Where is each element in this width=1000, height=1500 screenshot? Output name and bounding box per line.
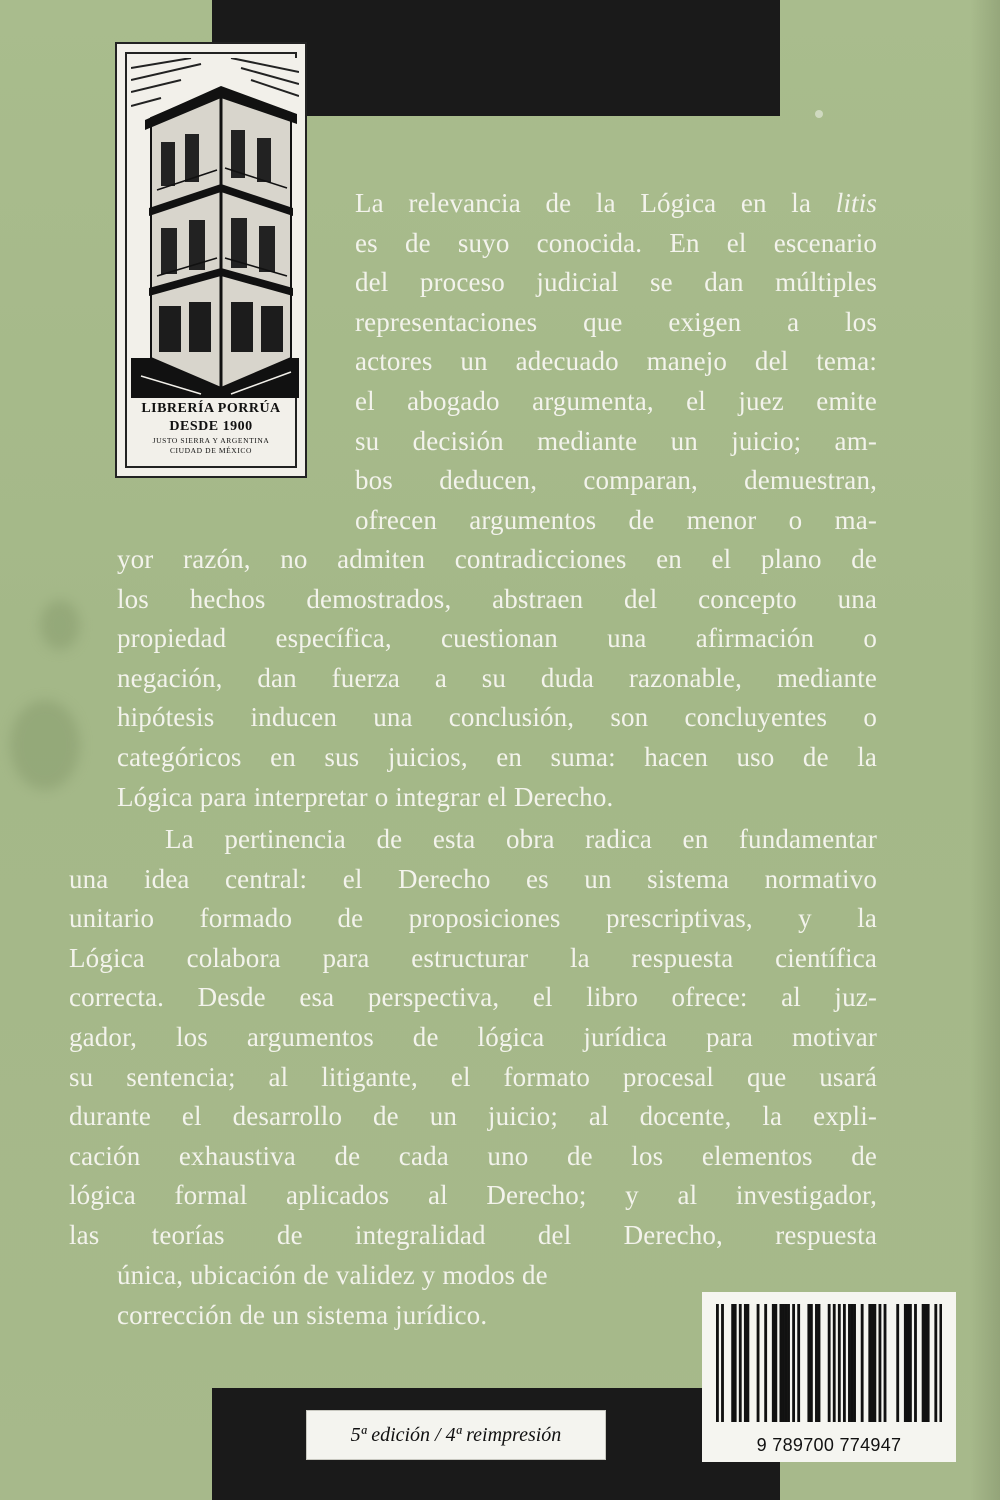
barcode-bar [757, 1304, 760, 1422]
barcode-bar [909, 1304, 912, 1422]
blurb-line: negación, dan fuerza a su duda razonable, mediante [117, 662, 877, 693]
blurb-line: representaciones que exigen a los [355, 306, 877, 337]
blurb-line: el abogado argumenta, el juez emite [355, 385, 877, 416]
barcode-bar [734, 1304, 737, 1422]
barcode-bar [764, 1304, 767, 1422]
barcode-bar [779, 1304, 782, 1422]
blurb-line: bos deducen, comparan, demuestran, [355, 465, 877, 496]
blurb-line: una idea central: el Derecho es un sistema normativo [69, 863, 877, 894]
barcode-bar [873, 1304, 876, 1422]
blurb-paragraph-2-tail [117, 1256, 677, 1335]
blurb-line: La pertinencia de esta obra radica en fundamentar [165, 824, 877, 854]
blurb-line: su decisión mediante un juicio; am- [355, 425, 877, 456]
barcode-bar [782, 1304, 785, 1422]
barcode-bar [739, 1304, 742, 1422]
barcode-bar [774, 1304, 777, 1422]
stamp-bookstore-name: LIBRERÍA PORRÚA [141, 401, 281, 416]
stamp-city: CIUDAD DE MÉXICO [169, 446, 253, 455]
barcode-bar [843, 1304, 846, 1422]
blurb-line: hipótesis inducen una conclusión, son concluyentes o [117, 702, 877, 733]
barcode-bar [772, 1304, 775, 1422]
barcode-bars [716, 1304, 942, 1422]
barcode-bar [927, 1304, 930, 1422]
blurb-line: las teorías de integralidad del Derecho, respuesta [69, 1219, 877, 1250]
barcode-bar [861, 1304, 864, 1422]
barcode-bar [785, 1304, 788, 1422]
barcode-bar [792, 1304, 795, 1422]
blurb-line: es de suyo conocida. En el escenario [355, 227, 877, 258]
edition-label: 5ª edición / 4ª reimpresión [306, 1410, 606, 1460]
barcode-bar [879, 1304, 882, 1422]
stamp-founded: DESDE 1900 [169, 419, 253, 434]
barcode-bar [797, 1304, 800, 1422]
barcode-bar [810, 1304, 813, 1422]
blurb-line: su sentencia; al litigante, el formato procesal que usará [69, 1061, 877, 1092]
stamp-caption [127, 400, 295, 456]
barcode-bar [815, 1304, 818, 1422]
blurb-italic-word: litis [835, 188, 877, 218]
blurb-line: ofrecen argumentos de menor o ma- [355, 504, 877, 535]
blurb-line: La relevancia de la Lógica en la litis [355, 188, 877, 218]
barcode-bar [833, 1304, 836, 1422]
barcode-bar [818, 1304, 821, 1422]
blurb-line: los hechos demostrados, abstraen del concepto una [117, 583, 877, 614]
blurb-line: del proceso judicial se dan múltiples [355, 267, 877, 298]
blurb-line: Lógica colabora para estructurar la respuesta científica [69, 942, 877, 973]
barcode-bar [934, 1304, 937, 1422]
blurb-line: actores un adecuado manejo del tema: [355, 346, 877, 377]
barcode-bar [838, 1304, 841, 1422]
blurb-line: gador, los argumentos de lógica jurídica para motivar [69, 1021, 877, 1052]
barcode-bar [807, 1304, 810, 1422]
barcode-bar [731, 1304, 734, 1422]
barcode-bar [884, 1304, 887, 1422]
blurb-paragraph-2 [69, 820, 877, 1256]
blurb-paragraph-1-lower [117, 540, 877, 817]
barcode-bar [853, 1304, 856, 1422]
barcode-bar [744, 1304, 747, 1422]
blurb-line: cación exhaustiva de cada uno de los elementos de [69, 1140, 877, 1171]
barcode-bar [851, 1304, 854, 1422]
barcode-bar [924, 1304, 927, 1422]
barcode-bar [906, 1304, 909, 1422]
blurb-line: única, ubicación de validez y modos de [117, 1260, 548, 1290]
blurb-line: unitario formado de proposiciones prescriptivas, y la [69, 903, 877, 934]
barcode-bar [904, 1304, 907, 1422]
barcode-bar [787, 1304, 790, 1422]
barcode-bar [868, 1304, 871, 1422]
barcode-bar [716, 1304, 719, 1422]
barcode-bar [828, 1304, 831, 1422]
blurb-line: Lógica para interpretar o integrar el Derecho. [117, 781, 614, 812]
barcode-bar [922, 1304, 925, 1422]
blurb-line: corrección de un sistema jurídico. [117, 1299, 488, 1330]
spine-shadow [970, 0, 1000, 1500]
bookstore-building-illustration [131, 58, 299, 398]
blurb-line: durante el desarrollo de un juicio; al docente, la expli- [69, 1101, 877, 1132]
printer-mark [815, 110, 823, 118]
blurb-line: correcta. Desde esa perspectiva, el libro ofrece: al juz- [69, 982, 877, 1013]
publisher-stamp [115, 42, 307, 478]
barcode-bar [914, 1304, 917, 1422]
cover-smudge [10, 700, 80, 790]
blurb-line: categóricos en sus juicios, en suma: hacen uso de la [117, 741, 877, 772]
isbn-barcode [702, 1292, 956, 1462]
barcode-bar [746, 1304, 749, 1422]
barcode-bar [939, 1304, 942, 1422]
stamp-address: JUSTO SIERRA Y ARGENTINA [152, 436, 270, 445]
blurb-line: yor razón, no admiten contradicciones en el plano de [117, 544, 877, 574]
blurb-line: propiedad específica, cuestionan una afirmación o [117, 623, 877, 654]
blurb-paragraph-1-upper [355, 184, 877, 540]
barcode-bar [848, 1304, 851, 1422]
cover-smudge [40, 600, 80, 650]
barcode-bar [721, 1304, 724, 1422]
blurb-line: lógica formal aplicados al Derecho; y al investigador, [69, 1180, 877, 1211]
isbn-number: 9 789700 774947 [756, 1435, 902, 1455]
barcode-bar [871, 1304, 874, 1422]
barcode-bar [896, 1304, 899, 1422]
stamp-frame [125, 52, 297, 468]
